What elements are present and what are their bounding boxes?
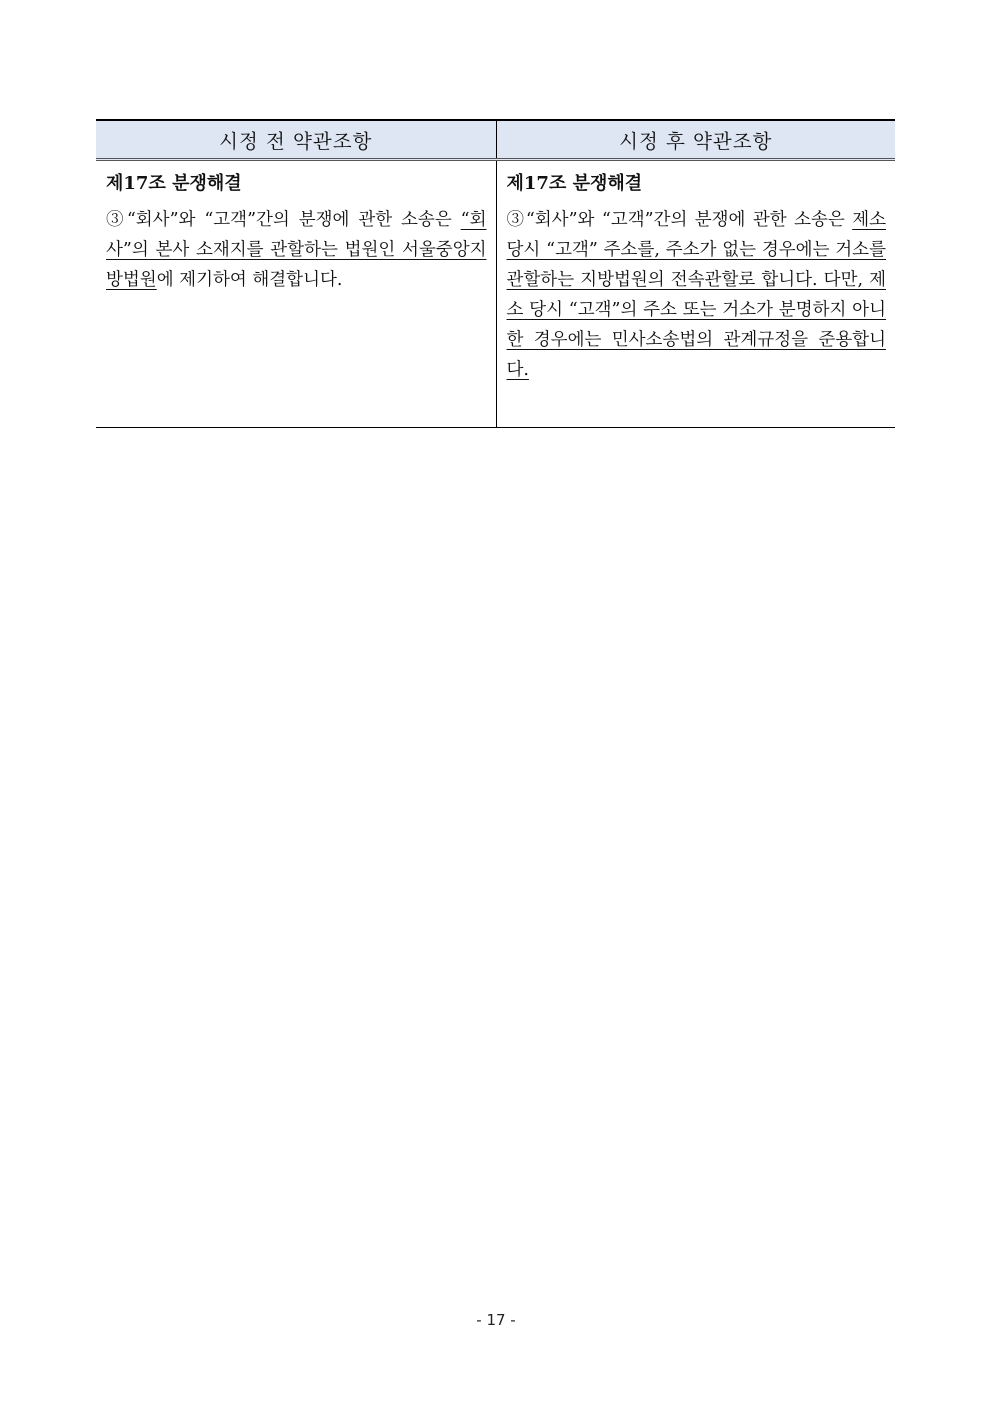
before-revision-cell [96, 160, 496, 428]
before-article-title: 제17조 분쟁해결 [106, 173, 242, 194]
table-row [96, 160, 895, 428]
after-clause-underlined: 제소 당시 “고객” 주소를, 주소가 없는 경우에는 거소를 관할하는 지방법원의 전속관할로 합니다. 다만, 제소 당시 “고객”의 주소 또는 거소가 분명하지 아니한 경우에는 민사소송법의 관계규정을 준용합니다. [506, 210, 886, 380]
before-clause-underlined: “회사”의 본사 소재지를 관할하는 법원인 서울중앙지방법원 [106, 210, 487, 290]
terms-comparison-table [96, 119, 895, 428]
after-clause-text [507, 205, 887, 385]
after-article-title: 제17조 분쟁해결 [506, 173, 643, 194]
before-clause-lead: ③“회사”와 “고객”간의 분쟁에 관한 소송은 [106, 210, 461, 230]
after-clause-lead: ③“회사”와 “고객”간의 분쟁에 관한 소송은 [506, 210, 853, 230]
before-clause-tail: 에 제기하여 해결합니다. [156, 270, 343, 290]
page-number: - 17 - [476, 1311, 516, 1329]
after-revision-cell [496, 160, 895, 428]
table-header-row [96, 120, 895, 160]
before-clause-text [106, 205, 487, 295]
header-after-revision: 시정 후 약관조항 [496, 120, 895, 160]
header-before-revision: 시정 전 약관조항 [96, 120, 496, 160]
